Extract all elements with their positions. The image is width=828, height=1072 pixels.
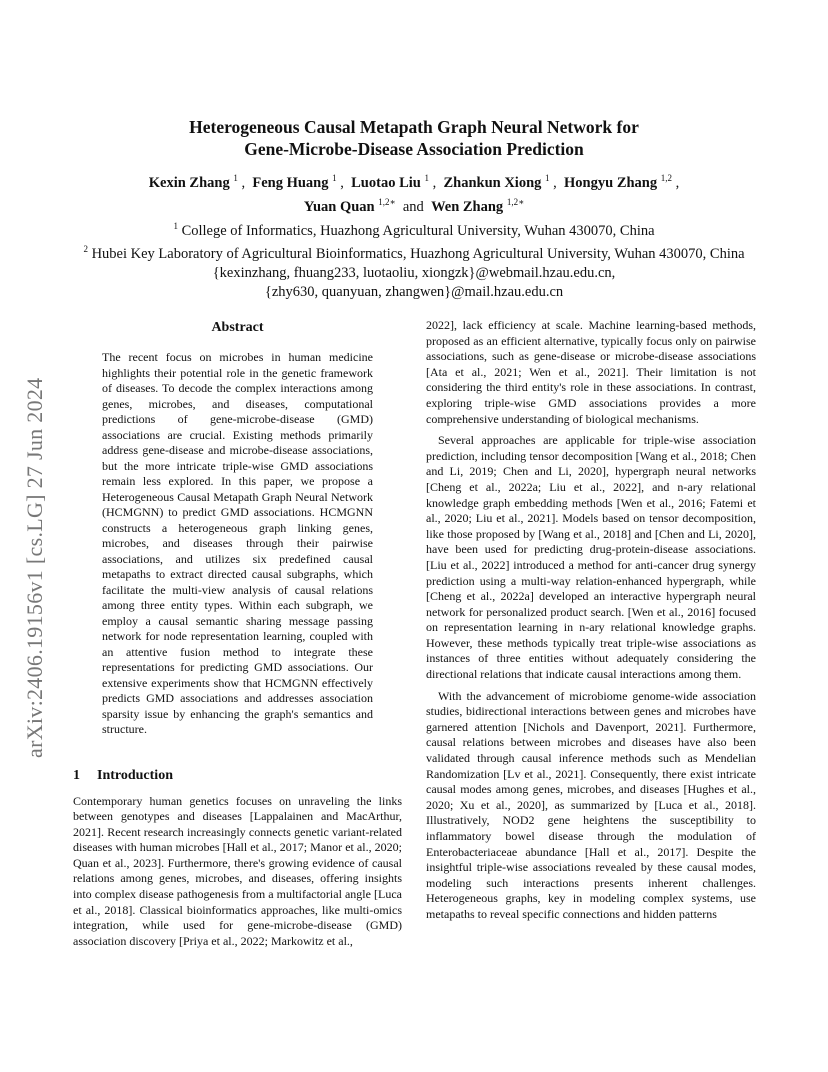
author-name: Kexin Zhang <box>148 174 230 191</box>
title-line-2: Gene-Microbe-Disease Association Prediction <box>244 139 584 159</box>
author-affiliation-mark: 1 <box>233 173 238 183</box>
affiliation-2 <box>70 240 758 264</box>
section-heading-introduction <box>73 767 402 785</box>
affiliation-number: 2 <box>83 244 88 255</box>
paper-header <box>70 116 758 302</box>
section-title: Introduction <box>97 767 173 783</box>
author-name: Luotao Liu <box>351 174 421 191</box>
author-affiliation-mark: 1 <box>332 173 337 183</box>
author-affiliation-mark: 1,2∗ <box>378 196 396 207</box>
affiliation-text: College of Informatics, Huazhong Agricultural University, Wuhan 430070, China <box>181 222 655 239</box>
intro-paragraph-1: Contemporary human genetics focuses on unraveling the links between genotypes and diseases [Lappalainen and MacArthur, 2021]. Recent research increasingly connects genetic variant-related diseases with human microbes [Hall et al., 2017; Manor et al., 2020; Quan et al., 2023]. Furthermore, there's growing evidence of causal relations among genes, microbes, and diseases, offering insights into complex disease pathogenesis from a multifactorial angle [Luca et al., 2018]. Classical bioinformatics approaches, like multi-omics integration, while used for gene-microbe-disease (GMD) association discovery [Priya et al., 2022; Markowitz et al., <box>73 793 402 948</box>
author-affiliation-mark: 1,2∗ <box>506 196 525 207</box>
left-column <box>73 318 402 949</box>
title-line-1: Heterogeneous Causal Metapath Graph Neural Network for <box>189 117 639 137</box>
author-list: Kexin Zhang $^1$ , Feng Huang $^1$ , Luotao Liu $^1$ , Zhankun Xiong $^1$ , Hongyu Zhang $^{1,2}$ , Yuan Quan $^{1,2∗}$ and Wen Zhang $^{1,2∗}$ <box>148 173 680 215</box>
abstract-heading: Abstract <box>211 320 264 335</box>
author-name: Yuan Quan <box>303 198 375 215</box>
affiliation-number: 1 <box>173 220 178 231</box>
arxiv-identifier-stamp: arXiv:2406.19156v1 [cs.LG] 27 Jun 2024 <box>22 377 47 758</box>
author-name: Zhankun Xiong <box>443 174 542 191</box>
author-name: Hongyu Zhang <box>564 174 658 191</box>
abstract-text: The recent focus on microbes in human medicine highlights their potential role in the genetic framework of diseases. To decode the complex interactions among genes, microbes, and diseases, computational predictions of gene-microbe-disease (GMD) associations are crucial. Existing methods primarily address gene-disease and microbe-disease associations, but the more intricate triple-wise GMD associations remain less explored. In this paper, we propose a Heterogeneous Causal Metapath Graph Neural Network (HCMGNN) to predict GMD associations. HCMGNN constructs a heterogeneous graph linking genes, microbes, and diseases through their pairwise associations, and utilizes six predefined causal metapaths to extract directed causal subgraphs, which facilitate the multi-view analysis of causal relations among three entity types. Within each subgraph, we employ a causal semantic sharing message passing network for node representation learning, coupled with an attentive fusion method to integrate these representations for predicting GMD associations. Our extensive experiments show that HCMGNN effectively predicts GMD associations and addresses association sparsity issue by enhancing the graph's semantics and structure. <box>102 350 373 736</box>
author-affiliation-mark: 1 <box>424 173 429 183</box>
email-line-2: {zhy630, quanyuan, zhangwen}@mail.hzau.edu.cn <box>264 284 564 301</box>
paper-title <box>70 116 758 160</box>
section-number: 1 <box>73 767 80 783</box>
author-affiliation-mark: 1,2 <box>660 173 672 183</box>
intro-paragraph-2: 2022], lack efficiency at scale. Machine learning-based methods, proposed as an efficient alternative, typically focus only on pairwise associations, such as gene-disease or microbe-disease associations [Ata et al., 2021; Wen et al., 2021]. Their limitation is not considering the third entity's role in these associations. In contrast, exploring triple-wise GMD associations provides a more comprehensive understanding of biological mechanisms. <box>426 318 756 426</box>
intro-paragraph-4: With the advancement of microbiome genome-wide association studies, bidirectional interactions between genes and microbes have garnered attention [Nichols and Davenport, 2021]. Furthermore, causal relations between microbes and diseases have also been validated through causal inference methods such as Mendelian Randomization [Lv et al., 2021]. Consequently, there exist intricate causal modes among genes, microbes, and diseases [Hughes et al., 2020; Xu et al., 2020], as summarized by [Luca et al., 2018]. Illustratively, NOD2 gene heightens the susceptibility to inflammatory bowel disease through the modulation of Enterobacteriaceae abundance [Hall et al., 2017]. Despite the insightful triple-wise associations revealed by these causal modes, modeling such interactions presents inherent challenges. Heterogeneous graphs, key in modeling complex systems, use metapaths to reveal specific connections and hidden patterns <box>426 688 756 921</box>
author-name: Feng Huang <box>252 174 329 191</box>
affiliation-text: Hubei Key Laboratory of Agricultural Bioinformatics, Huazhong Agricultural University, Wuhan 430070, China <box>91 246 745 263</box>
and-connector: and <box>402 198 424 215</box>
author-affiliation-mark: 1 <box>545 173 550 183</box>
intro-paragraph-3: Several approaches are applicable for triple-wise association prediction, including tensor decomposition [Wang et al., 2018; Chen and Li, 2019; Chen and Li, 2020], hypergraph neural networks [Cheng et al., 2022a; Liu et al., 2022], and n-ary relational knowledge graph embedding methods [Wen et al., 2016; Fatemi et al., 2020; Liu et al., 2021]. Models based on tensor decomposition, like those proposed by [Wang et al., 2018] and [Chen and Li, 2020], have been used for predicting drug-protein-disease associations. [Liu et al., 2022] introduced a method for anti-cancer drug synergy prediction using a multi-way relation-enhanced hypergraph, while [Cheng et al., 2022a] developed an interactive hypergraph neural network for personalized product search. [Wen et al., 2016] focused on representation learning in n-ary relational knowledge graphs. However, these methods typically treat triple-wise associations as instances of three entities without adequately considering the directional relations that indicate causal interactions among them. <box>426 433 756 682</box>
affiliation-1 <box>70 217 758 241</box>
right-column <box>426 318 756 923</box>
email-line-1: {kexinzhang, fhuang233, luotaoliu, xiongzk}@webmail.hzau.edu.cn, <box>212 265 616 282</box>
author-name: Wen Zhang <box>431 198 504 215</box>
